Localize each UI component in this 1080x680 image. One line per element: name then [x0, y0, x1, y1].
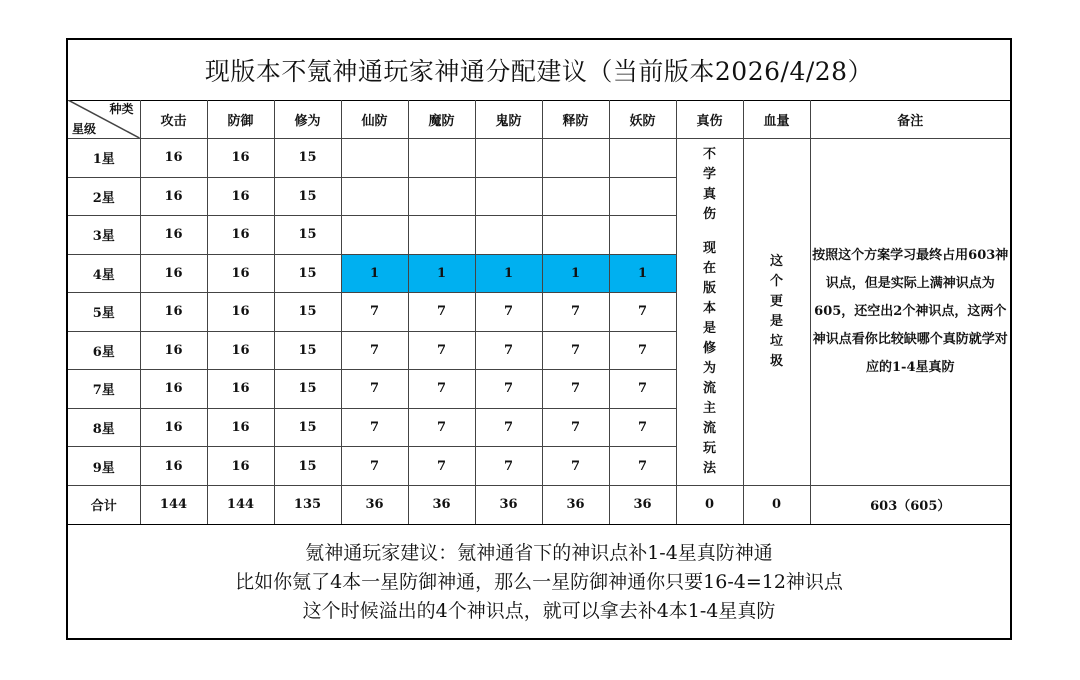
defense-cell: 16: [207, 408, 274, 447]
resistance-cell: [609, 177, 676, 216]
note-char: 不: [702, 146, 716, 162]
allocation-table: [68, 100, 1010, 524]
note-char: 圾: [769, 353, 783, 369]
resistance-cell: 1: [609, 254, 676, 293]
note-char: 伤: [702, 206, 716, 222]
column-header: 修为: [274, 100, 341, 139]
resistance-cell: 7: [408, 331, 475, 370]
sheet-title: 现版本不氪神通玩家神通分配建议（当前版本2026/4/28）: [68, 40, 1010, 101]
bottom-line: 比如你氪了4本一星防御神通，那么一星防御神通你只要16-4=12神识点: [235, 570, 843, 593]
resistance-cell: 7: [609, 408, 676, 447]
defense-cell: 16: [207, 293, 274, 332]
defense-cell: 16: [207, 447, 274, 486]
attack-cell: 16: [140, 408, 207, 447]
resistance-cell: [341, 216, 408, 255]
defense-cell: 16: [207, 177, 274, 216]
note-char: 本: [702, 300, 716, 316]
star-level-cell: 7星: [68, 370, 140, 409]
resistance-cell: 7: [475, 447, 542, 486]
resistance-cell: [609, 139, 676, 178]
cultivation-cell: 15: [274, 370, 341, 409]
resistance-cell: 7: [341, 370, 408, 409]
resistance-cell: 7: [609, 370, 676, 409]
note-char: 流: [702, 380, 716, 396]
resistance-cell: 7: [475, 370, 542, 409]
resistance-cell: [341, 139, 408, 178]
cultivation-cell: 15: [274, 331, 341, 370]
true-damage-total: 0: [676, 485, 743, 524]
note-char: 在: [702, 260, 716, 276]
cultivation-cell: 15: [274, 408, 341, 447]
remark-cell: 按照这个方案学习最终占用603神识点，但是实际上满神识点为605，还空出2个神识点，这两个神识点看你比较缺哪个真防就学对应的1-4星真防: [810, 139, 1010, 486]
bottom-line: 氪神通玩家建议：氪神通省下的神识点补1-4星真防神通: [305, 541, 773, 564]
column-header: 真伤: [676, 100, 743, 139]
resistance-cell: 7: [542, 408, 609, 447]
attack-cell: 16: [140, 293, 207, 332]
note-char: 这: [769, 253, 783, 269]
cultivation-cell: 15: [274, 293, 341, 332]
column-header: 备注: [810, 100, 1010, 139]
defense-cell: 16: [207, 216, 274, 255]
resistance-total: 36: [542, 485, 609, 524]
defense-cell: 16: [207, 370, 274, 409]
resistance-cell: [341, 177, 408, 216]
remark-total: 603（605）: [810, 485, 1010, 524]
attack-cell: 16: [140, 139, 207, 178]
column-header: 防御: [207, 100, 274, 139]
note-gap: [677, 225, 743, 239]
cultivation-cell: 15: [274, 216, 341, 255]
sheet-frame: [66, 38, 1012, 640]
resistance-cell: 7: [609, 447, 676, 486]
hp-note: [743, 139, 810, 486]
column-header: 血量: [743, 100, 810, 139]
corner-header: [68, 100, 140, 139]
attack-cell: 16: [140, 447, 207, 486]
note-char: 法: [702, 460, 716, 476]
bottom-notes: [68, 524, 1010, 639]
note-char: 更: [769, 293, 783, 309]
totals-row: [68, 485, 1010, 524]
resistance-total: 36: [341, 485, 408, 524]
resistance-cell: 7: [408, 293, 475, 332]
bottom-line: 这个时候溢出的4个神识点，就可以拿去补4本1-4星真防: [302, 599, 776, 622]
resistance-cell: [408, 139, 475, 178]
note-char: 是: [769, 313, 783, 329]
resistance-cell: 1: [408, 254, 475, 293]
resistance-cell: 7: [542, 447, 609, 486]
star-level-cell: 8星: [68, 408, 140, 447]
defense-cell: 16: [207, 331, 274, 370]
hp-total: 0: [743, 485, 810, 524]
attack-cell: 16: [140, 331, 207, 370]
column-header: 妖防: [609, 100, 676, 139]
resistance-cell: 7: [475, 331, 542, 370]
cultivation-cell: 15: [274, 254, 341, 293]
resistance-cell: [475, 177, 542, 216]
resistance-cell: 1: [341, 254, 408, 293]
column-header: 仙防: [341, 100, 408, 139]
note-char: 修: [702, 340, 716, 356]
resistance-cell: 7: [408, 447, 475, 486]
note-char: 真: [702, 186, 716, 202]
star-level-cell: 1星: [68, 139, 140, 178]
attack-total: 144: [140, 485, 207, 524]
corner-kind-label: 种类: [109, 102, 134, 116]
resistance-cell: 1: [475, 254, 542, 293]
attack-cell: 16: [140, 254, 207, 293]
note-char: 现: [702, 240, 716, 256]
resistance-total: 36: [609, 485, 676, 524]
cultivation-total: 135: [274, 485, 341, 524]
resistance-cell: 7: [475, 408, 542, 447]
totals-label: 合计: [68, 485, 140, 524]
resistance-cell: [408, 216, 475, 255]
true-damage-note: [676, 139, 743, 486]
star-level-cell: 6星: [68, 331, 140, 370]
star-level-cell: 5星: [68, 293, 140, 332]
column-header: 鬼防: [475, 100, 542, 139]
resistance-cell: [408, 177, 475, 216]
resistance-cell: 7: [341, 408, 408, 447]
resistance-total: 36: [408, 485, 475, 524]
corner-star-label: 星级: [72, 122, 97, 137]
note-char: 流: [702, 420, 716, 436]
resistance-cell: [475, 139, 542, 178]
note-char: 版: [702, 280, 716, 296]
column-header: 攻击: [140, 100, 207, 139]
attack-cell: 16: [140, 216, 207, 255]
cultivation-cell: 15: [274, 177, 341, 216]
resistance-cell: [542, 139, 609, 178]
star-level-cell: 3星: [68, 216, 140, 255]
resistance-cell: 7: [475, 293, 542, 332]
resistance-cell: [542, 177, 609, 216]
resistance-cell: 7: [408, 370, 475, 409]
note-char: 玩: [702, 440, 716, 456]
resistance-total: 36: [475, 485, 542, 524]
table-row: [68, 139, 1010, 178]
resistance-cell: 7: [408, 408, 475, 447]
defense-total: 144: [207, 485, 274, 524]
note-char: 学: [702, 166, 716, 182]
resistance-cell: 7: [542, 331, 609, 370]
resistance-cell: [609, 216, 676, 255]
attack-cell: 16: [140, 370, 207, 409]
resistance-cell: 7: [341, 331, 408, 370]
resistance-cell: 1: [542, 254, 609, 293]
note-char: 主: [702, 400, 716, 416]
note-char: 个: [769, 273, 783, 289]
resistance-cell: 7: [609, 331, 676, 370]
resistance-cell: 7: [542, 370, 609, 409]
resistance-cell: [542, 216, 609, 255]
column-header: 释防: [542, 100, 609, 139]
note-char: 为: [702, 360, 716, 376]
resistance-cell: [475, 216, 542, 255]
column-header: 魔防: [408, 100, 475, 139]
star-level-cell: 9星: [68, 447, 140, 486]
star-level-cell: 4星: [68, 254, 140, 293]
cultivation-cell: 15: [274, 139, 341, 178]
star-level-cell: 2星: [68, 177, 140, 216]
note-char: 垃: [769, 333, 783, 349]
resistance-cell: 7: [341, 293, 408, 332]
resistance-cell: 7: [542, 293, 609, 332]
note-char: 是: [702, 320, 716, 336]
attack-cell: 16: [140, 177, 207, 216]
resistance-cell: 7: [609, 293, 676, 332]
cultivation-cell: 15: [274, 447, 341, 486]
resistance-cell: 7: [341, 447, 408, 486]
defense-cell: 16: [207, 139, 274, 178]
defense-cell: 16: [207, 254, 274, 293]
